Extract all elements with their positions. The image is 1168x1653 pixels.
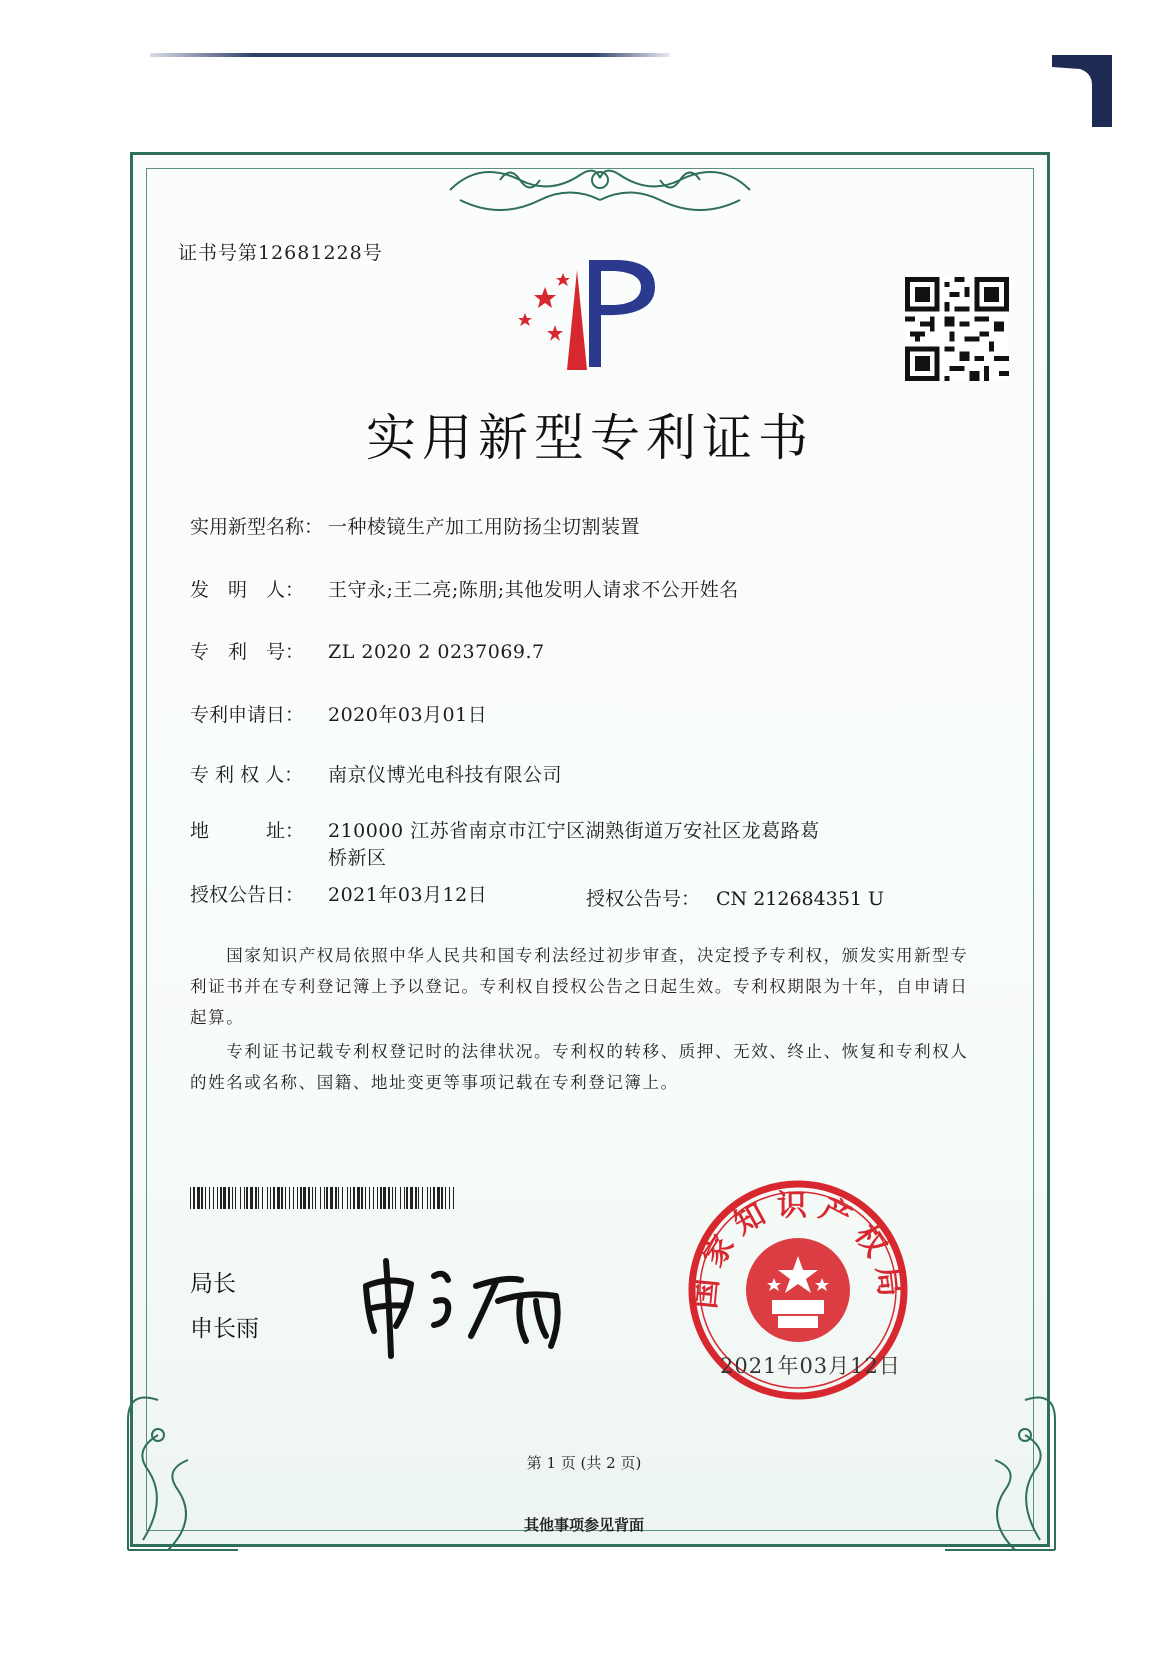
field-value: 2020年03月01日 <box>328 704 488 726</box>
back-note: 其他事项参见背面 <box>523 1516 644 1534</box>
field-value: CN 212684351 U <box>716 888 885 910</box>
field-value: 王守永;王二亮;陈朋;其他发明人请求不公开姓名 <box>328 579 739 601</box>
certificate-title: 实用新型专利证书 <box>366 409 814 467</box>
qr-code-icon <box>905 277 1009 381</box>
page-info: 第 1 页 (共 2 页) <box>526 1454 642 1472</box>
field-grant-date <box>190 880 487 907</box>
scan-corner-mark <box>1052 55 1132 127</box>
field-grant-number <box>586 884 884 911</box>
field-address <box>190 818 880 872</box>
director-title: 局长 <box>190 1271 236 1297</box>
field-label: 专 利 权 人： <box>190 764 304 786</box>
field-filing-date <box>190 700 487 727</box>
scan-edge-line <box>150 53 670 57</box>
paragraph-grant-statement: 国家知识产权局依照中华人民共和国专利法经过初步审查，决定授予专利权，颁发实用新型专利证书并在专利登记簿上予以登记。专利权自授权公告之日起生效。专利权期限为十年，自申请日起算。 <box>190 946 969 1027</box>
director-name: 申长雨 <box>190 1316 259 1342</box>
director-signature-icon <box>356 1246 586 1366</box>
field-value: 南京仪博光电科技有限公司 <box>328 764 563 786</box>
field-label: 发 明 人： <box>190 579 305 601</box>
seal-date: 2021年03月12日 <box>720 1354 901 1378</box>
field-label: 实用新型名称： <box>190 516 324 538</box>
field-utility-model-name <box>190 512 640 539</box>
patent-office-logo-icon <box>515 255 680 375</box>
barcode-icon <box>190 1187 455 1209</box>
field-label: 专 利 号： <box>190 641 305 663</box>
paragraph-legal-status: 专利证书记载专利权登记时的法律状况。专利权的转移、质押、无效、终止、恢复和专利权人的姓名或名称、国籍、地址变更等事项记载在专利登记簿上。 <box>190 1042 969 1092</box>
field-patentee <box>190 760 562 787</box>
field-inventors <box>190 575 739 602</box>
certificate-number: 证书号第12681228号 <box>178 242 383 264</box>
field-label: 专利申请日： <box>190 704 305 726</box>
field-value: 2021年03月12日 <box>328 884 488 906</box>
field-value-line2: 桥新区 <box>328 847 387 869</box>
field-value: ZL 2020 2 0237069.7 <box>328 641 545 663</box>
top-ornament-icon <box>440 150 760 230</box>
field-value: 一种棱镜生产加工用防扬尘切割装置 <box>328 516 641 538</box>
field-label: 授权公告日： <box>190 884 305 906</box>
field-patent-number <box>190 637 545 664</box>
field-value-line1: 210000 江苏省南京市江宁区湖熟街道万安社区龙葛路葛 <box>328 820 820 842</box>
field-label: 授权公告号： <box>586 888 701 910</box>
field-label: 地 址： <box>190 820 305 842</box>
seal-text: 国家知识产权局 <box>687 1187 909 1311</box>
